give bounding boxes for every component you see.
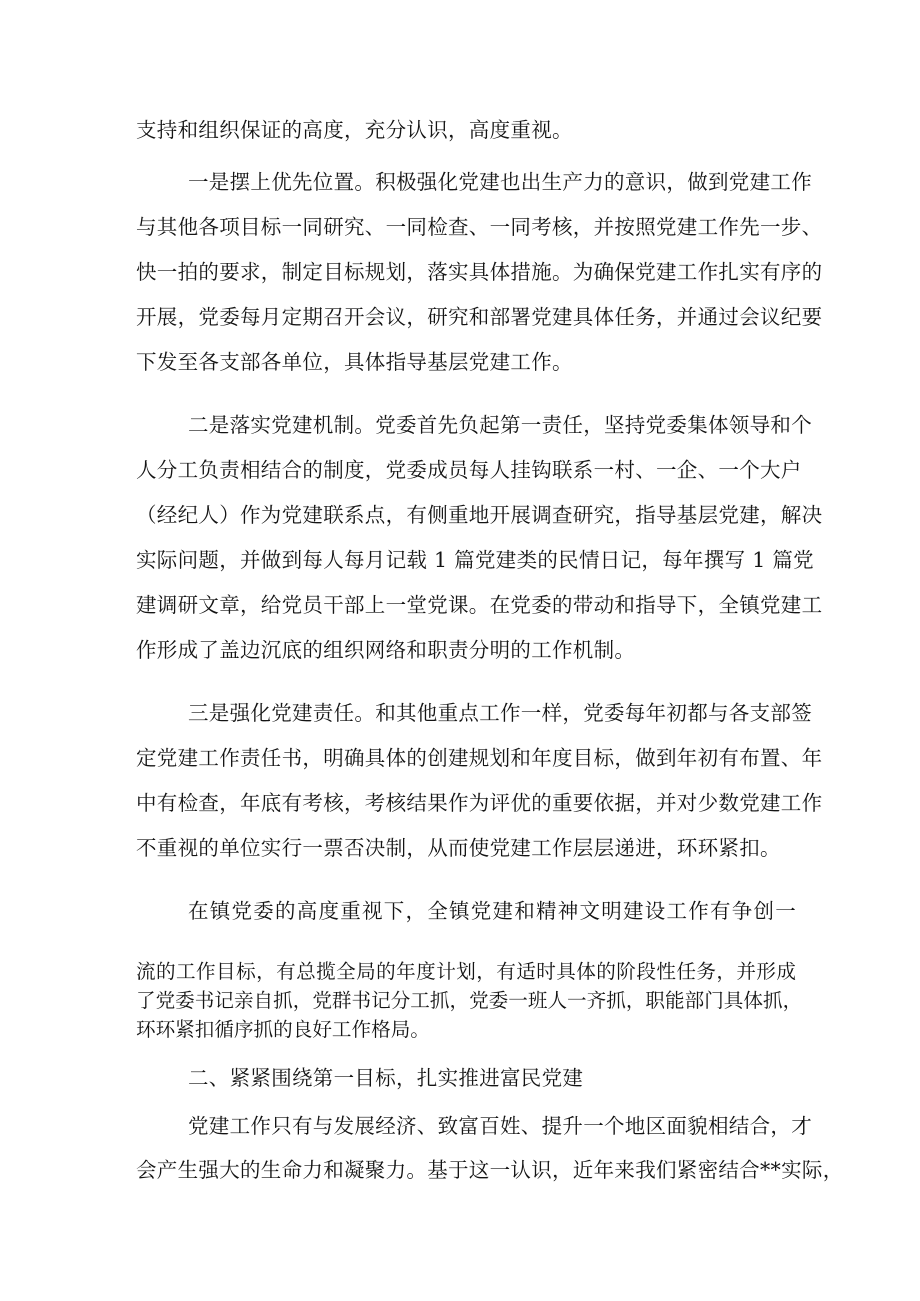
text-line: 人分工负责相结合的制度，党委成员每人挂钩联系一村、一企、一个大户: [136, 458, 802, 482]
text-line: 环环紧扣循序抓的良好工作格局。: [136, 1018, 430, 1041]
text-line: 作形成了盖边沉底的组织网络和职责分明的工作机制。: [136, 638, 636, 662]
text-line: 实际问题，并做到每人每月记载 1 篇党建类的民情日记，每年撰写 1 篇党: [136, 548, 814, 572]
text-line: 二是落实党建机制。党委首先负起第一责任，坚持党委集体领导和个: [188, 413, 812, 437]
text-line: 一是摆上优先位置。积极强化党建也出生产力的意识，做到党建工作: [188, 170, 812, 194]
text-line: （经纪人）作为党建联系点，有侧重地开展调查研究，指导基层党建，解决: [136, 503, 823, 527]
text-line: 中有检查，年底有考核，考核结果作为评优的重要依据，并对少数党建工作: [136, 791, 823, 815]
text-line: 支持和组织保证的高度，充分认识，高度重视。: [136, 118, 573, 142]
text-line: 会产生强大的生命力和凝聚力。基于这一认识，近年来我们紧密结合**实际，: [136, 1158, 844, 1182]
text-line: 定党建工作责任书，明确具体的创建规划和年度目标，做到年初有布置、年: [136, 746, 823, 770]
text-line: 了党委书记亲自抓，党群书记分工抓，党委一班人一齐抓，职能部门具体抓，: [136, 989, 803, 1012]
section-heading: 二、紧紧围绕第一目标，扎实推进富民党建: [188, 1066, 584, 1090]
text-line: 流的工作目标，有总揽全局的年度计划，有适时具体的阶段性任务，并形成: [136, 960, 796, 983]
text-line: 在镇党委的高度重视下，全镇党建和精神文明建设工作有争创一: [188, 899, 796, 923]
text-line: 建调研文章，给党员干部上一堂党课。在党委的带动和指导下，全镇党建工: [136, 593, 823, 617]
text-line: 快一拍的要求，制定目标规划，落实具体措施。为确保党建工作扎实有序的: [136, 260, 823, 284]
text-line: 下发至各支部各单位，具体指导基层党建工作。: [136, 350, 573, 374]
text-line: 与其他各项目标一同研究、一同检查、一同考核，并按照党建工作先一步、: [136, 215, 823, 239]
text-line: 不重视的单位实行一票否决制，从而使党建工作层层递进，环环紧扣。: [136, 836, 781, 860]
text-line: 开展，党委每月定期召开会议，研究和部署党建具体任务，并通过会议纪要: [136, 305, 823, 329]
text-line: 党建工作只有与发展经济、致富百姓、提升一个地区面貌相结合，才: [188, 1114, 812, 1138]
text-line: 三是强化党建责任。和其他重点工作一样，党委每年初都与各支部签: [188, 701, 812, 725]
